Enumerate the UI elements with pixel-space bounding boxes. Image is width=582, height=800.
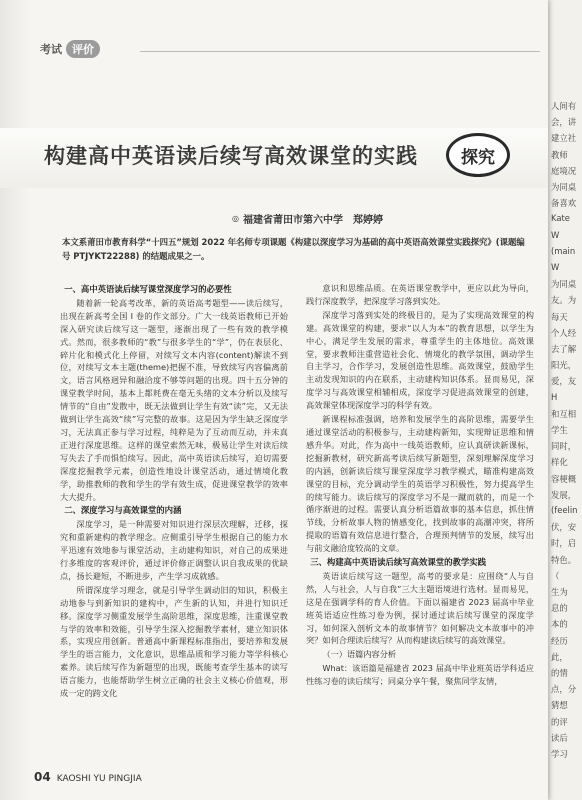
paragraph: 所谓深度学习理念，就是引导学生调动旧的知识，积极主动地参与到新知识的建构中，产生新的认知，并进行知识迁移。深度学习侧重发展学生高阶思维，深度思维，注重课堂教与学的效率和效能，引导学生深入挖掘教学素材，建立知识体系，实现应用创新。普通高中新课程标准指出，要培养和发展学生的语言能力，文化意识，思维品质和学习能力等学科核心素养。读后续写作为新题型的出现，既能考查学生基本的读写语言能力，也能帮助学生树立正确的社会主义核心价值观，形成一定的跨文化 — [60, 584, 288, 699]
next-page-fragment: 学习 — [551, 749, 568, 759]
bullet-icon: ◎ — [232, 214, 239, 223]
next-page-fragment: 每天 — [551, 311, 568, 322]
section-heading: 一、高中英语读后续写课堂深度学习的必要性 — [64, 284, 232, 294]
section-heading: 二、深度学习与高效课堂的内涵 — [64, 505, 182, 516]
section-label: 考试 — [40, 43, 62, 56]
left-column — [60, 282, 288, 701]
next-page-fragment: 学生 — [551, 425, 568, 435]
page-footer — [34, 770, 142, 784]
next-page-fragment: 读后 — [551, 732, 568, 743]
next-page-fragment: 会，讲 — [551, 117, 577, 128]
next-page-fragment: 备喜欢 — [551, 198, 577, 209]
title-badge: 探究 — [446, 133, 510, 177]
paragraph: What：该语篇是福建省 2023 届高中毕业班英语学科适应性练习卷的读后续写；同桌分享午餐，聚焦同学友情， — [306, 663, 534, 687]
paragraph: 新课程标准强调，培养和发展学生的高阶思维，需要学生通过课堂活动的积极参与，主动建构新知，实现辩证思维和情感升华。对此，作为高中一线英语教师，应认真研读新课标，挖掘新教材，研究新高考读后续写新题型，深刻理解深度学习的内涵，创新读后续写课堂深度学习教学模式，瞄准构建高效课堂的目标，充分调动学生的英语学习积极性，努力提高学生的续写能力。读后续写的深度学习不是一蹴而就的，而是一个循序渐进的过程。需要认真分析语篇故事的基本信息，抓住情节线，分析故事人物的情感变化，找到故事的高潮冲突，将所提取的语篇有效信息进行整合，合理预判情节的发展，续写出与前文融洽度较高的文章。 — [306, 414, 534, 554]
next-page-fragment: 本的 — [551, 619, 568, 630]
next-page-fragment: 庭境况 — [551, 165, 577, 176]
next-page-fragment: 为同桌 — [551, 279, 577, 290]
next-page-fragment: 样化 — [551, 457, 568, 468]
next-page-fragment: 生为 — [551, 587, 568, 597]
next-page-fragment: W — [551, 262, 560, 272]
author-line — [232, 211, 383, 226]
author-name: 福建省莆田市第六中学 郑婷婷 — [242, 215, 383, 226]
next-page-fragment: (feelin — [551, 505, 578, 515]
article-title: 构建高中英语读后续写高效课堂的实践 — [44, 143, 418, 168]
next-page-fragment: 伏，安 — [551, 522, 577, 533]
paragraph: 随着新一轮高考改革，新的英语高考题型——读后续写，出现在新高考全国 I 卷的作文部分。广大一线英语教师已开始深入研究读后续写这一题型，逐渐出现了一些有效的教学模式。然而，很多教师的“教”与很多学生的“学”，仍在表层化、碎片化和模式化上停留，对续写文本内容(content)解读不到位，对续写文本主题(theme)把握不准，导致续写内容偏离前文，语言风格迥异和融洽度不够等问题的出现。四十五分钟的课堂教学时间，基本上都耗费在毫无头绪的文本分析以及续写情节的“自由”发散中，既无法做到让学生有效“读”完，又无法做到让学生高效“续”写完整的故事。这是因为学生缺乏深度学习，无法真正参与学习过程，纯粹是为了互动而互动，并未真正进行深度思维。这样的课堂索然无味，极易让学生对读后续写失去了手而惧怕续写。因此，高中英语读后续写，迫切需要深度挖掘教学元素，创造性地设计课堂活动，通过情境化教学，助推教师的教和学生的学有效生成，促进课堂教学的效率大大提升。 — [60, 297, 288, 502]
section-badge: 评价 — [66, 40, 100, 58]
next-page-fragment: (main — [551, 245, 576, 256]
paragraph: 英语读后续写这一题型，高考的要求是：应围绕“人与自然，人与社会，人与自我”三大主题语境进行选材。显而易见，这是在强调学科的育人价值。下面以福建省 2023 届高中毕业班英语适应性练习卷为例，探讨通过读后续写课堂的深度学习，如何深入剖析文本的故事情节？如何解决文本故事中的冲突？如何合理读后续写？从而构建读后续写的高效课堂。 — [306, 570, 534, 646]
next-page-fragment: 友。为 — [551, 295, 577, 306]
paragraph: 深度学习，是一种需要对知识进行深层次理解，迁移，探究和重新建构的教学理念。应侧重引导学生根据自己的能力水平迅速有效地参与课堂活动，主动建构知识，对自己的成果进行多维度的客观评价，通过评价修正调整认识自我成果的优缺点，扬长避短，不断进步，产生学习成就感。 — [60, 519, 288, 581]
next-page-fragment: 经历 — [551, 635, 568, 646]
next-page-fragment: 阳光， — [551, 360, 577, 371]
next-page-fragment: 个人经 — [551, 327, 577, 338]
article-abstract: 本文系莆田市教育科学“十四五”规划 2022 年名师专项课题《构建以深度学习为基础的高中英语高效课堂实践探究》(课题编号 PTJYKT22288) 的结题成果之一。 — [62, 237, 525, 261]
next-page-fragment: 的评 — [551, 716, 568, 727]
section-heading: （一）语篇内容分析 — [322, 649, 397, 660]
next-page-fragment: 特色。 — [551, 554, 577, 565]
next-page-fragment: 发展， — [551, 489, 577, 500]
section-header — [40, 40, 100, 58]
next-page-fragment: 同时， — [551, 441, 577, 452]
next-page-fragment: 的情 — [551, 668, 568, 678]
journal-name: KAOSHI YU PINGJIA — [56, 774, 142, 784]
next-page-fragment: 此， — [551, 651, 568, 662]
next-page-fragment: 点，分 — [551, 684, 577, 695]
next-page-fragment: （ — [551, 570, 560, 581]
section-heading: 三、构建高中英语读后续写高效课堂的教学实践 — [310, 557, 487, 568]
next-page-fragment: H — [551, 391, 558, 402]
right-column — [306, 282, 534, 689]
next-page-fragment: 教师 — [551, 149, 568, 160]
next-page-fragment: 人间有 — [551, 101, 577, 111]
next-page-fragment: 去了解 — [551, 344, 577, 354]
next-page-fragment: Kate — [551, 213, 570, 224]
next-page-fragment: 猜想 — [551, 700, 568, 711]
next-page-fragment: 容梗概 — [551, 473, 577, 484]
page-number: 04 — [34, 770, 51, 784]
next-page-fragment: 为同桌 — [551, 182, 577, 192]
paragraph: 深度学习落到实处的终极目的，是为了实现高效课堂的构建。高效课堂的构建，要求“以人为本”的教育思想，以学生为中心，满足学生发展的需求，尊重学生的主体地位。高效课堂，要求教师注重营造社会化、情境化的教学氛围，调动学生自主学习，合作学习，发展创造性思维。高效课堂，鼓励学生主动发现知识的内在联系，主动建构知识体系。显而易见，深度学习与高效课堂相辅相成，深度学习促进高效课堂的创建，高效课堂体现深度学习的科学有效。 — [306, 309, 534, 411]
next-page-fragment: 息的 — [551, 603, 568, 614]
next-page-edge — [548, 0, 582, 800]
next-page-fragment: 和互相 — [551, 408, 577, 419]
paragraph: 意识和思维品质。在英语课堂教学中，更应以此为导向，践行深度教学，把深度学习落到实处。 — [306, 283, 534, 306]
next-page-fragment: W — [551, 229, 560, 240]
scan-shadow — [0, 0, 30, 800]
next-page-fragment: 爱，友 — [551, 376, 577, 387]
header-rule — [140, 51, 540, 52]
next-page-fragment: 时，启 — [551, 538, 577, 549]
next-page-fragment: 建立社 — [551, 133, 577, 144]
